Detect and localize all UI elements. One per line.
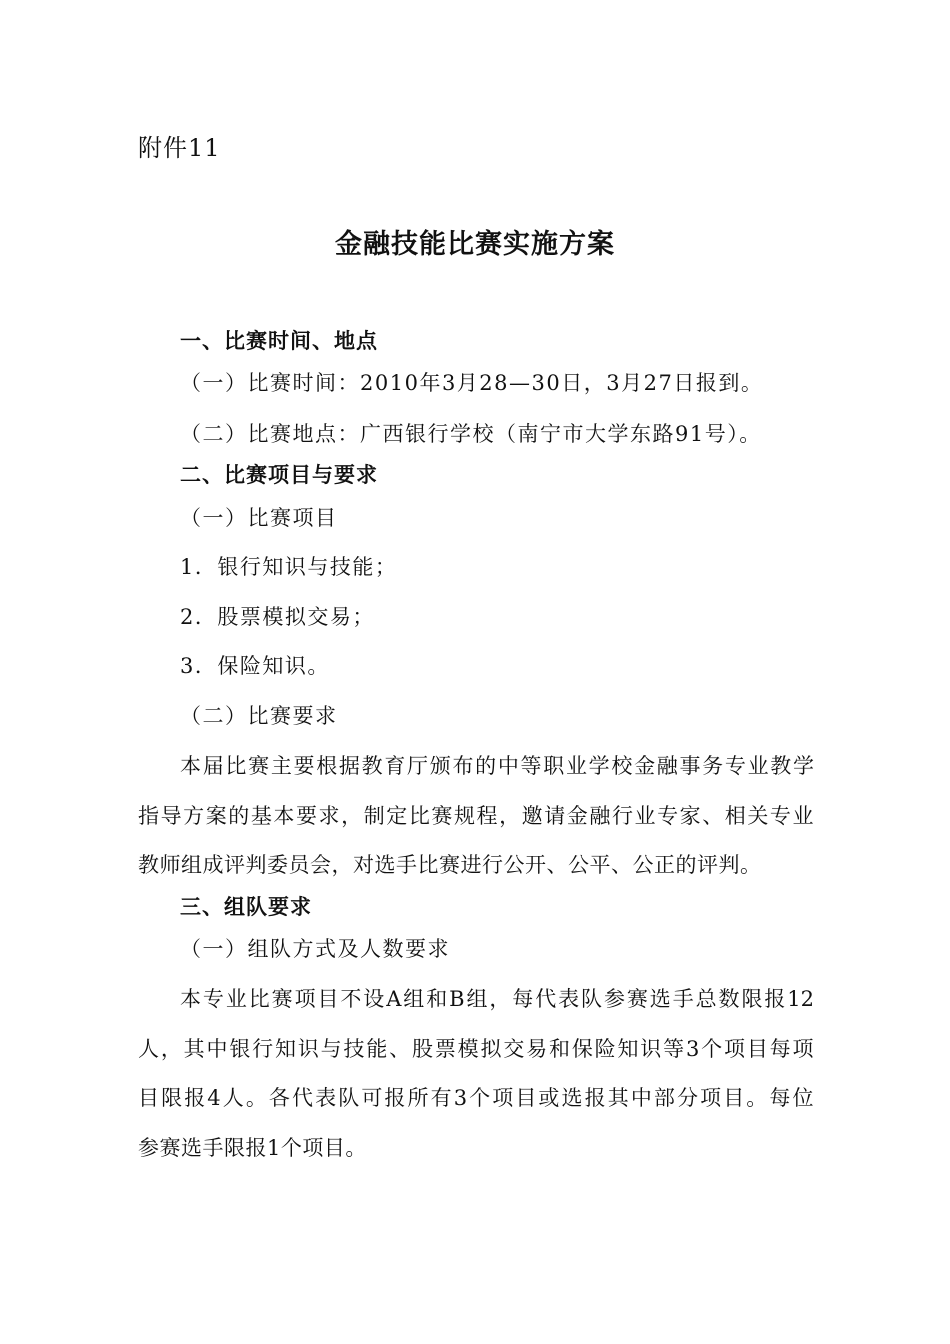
- team-subheading: （一）组队方式及人数要求: [180, 937, 450, 961]
- requirements-heading: （二）比赛要求: [180, 704, 338, 728]
- list-item: 3．保险知识。: [180, 654, 330, 678]
- paragraph-line: 本专业比赛项目不设A组和B组，每代表队参赛选手总数限报12: [180, 987, 814, 1011]
- paragraph-line: 指导方案的基本要求，制定比赛规程，邀请金融行业专家、相关专业: [138, 804, 814, 828]
- paragraph-line: 教师组成评判委员会，对选手比赛进行公开、公平、公正的评判。: [138, 853, 762, 877]
- attachment-label: 附件11: [138, 134, 221, 162]
- section1-heading: 一、比赛时间、地点: [180, 328, 378, 353]
- list-item: 2．股票模拟交易；: [180, 605, 375, 629]
- items-heading: （一）比赛项目: [180, 506, 338, 530]
- section2-heading: 二、比赛项目与要求: [180, 462, 378, 487]
- paragraph-line: 本届比赛主要根据教育厅颁布的中等职业学校金融事务专业教学: [180, 754, 814, 778]
- paragraph-line: 参赛选手限报1个项目。: [138, 1136, 367, 1160]
- document-title: 金融技能比赛实施方案: [335, 229, 615, 260]
- paragraph-line: 人，其中银行知识与技能、股票模拟交易和保险知识等3个项目每项: [138, 1037, 814, 1061]
- competition-time: （一）比赛时间：2010年3月28—30日，3月27日报到。: [180, 371, 764, 395]
- competition-place: （二）比赛地点：广西银行学校（南宁市大学东路91号）。: [180, 422, 762, 446]
- section3-heading: 三、组队要求: [180, 894, 312, 919]
- paragraph-line: 目限报4人。各代表队可报所有3个项目或选报其中部分项目。每位: [138, 1086, 814, 1110]
- list-item: 1．银行知识与技能；: [180, 555, 398, 579]
